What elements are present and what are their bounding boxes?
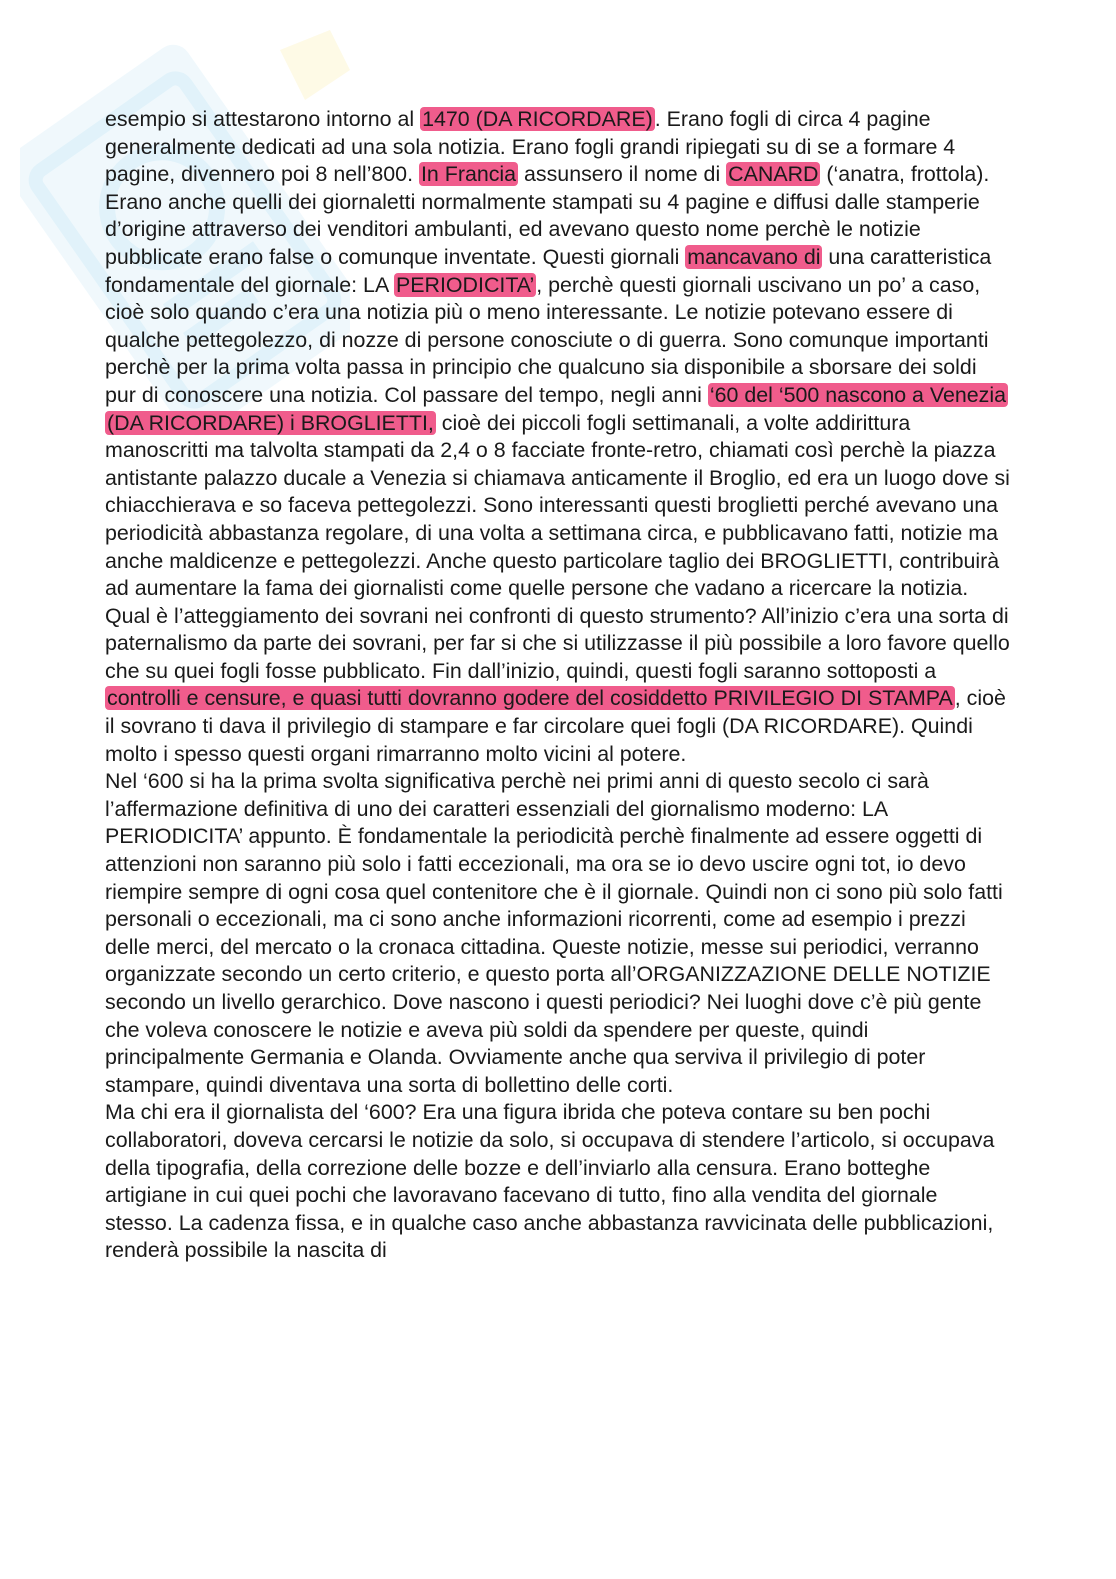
highlighted-text: controlli e censure, e quasi tutti dovranno godere del cosiddetto PRIVILEGIO DI STAMPA: [107, 686, 953, 711]
text-segment: assunsero il nome di: [518, 162, 727, 187]
text-segment: Nel ‘600 si ha la prima svolta significativa perchè nei primi anni di questo secolo ci sarà l’affermazione definitiva di uno dei caratteri essenziali del giornalismo moderno: LA PERIODICITA’ appunto. È fondamentale la periodicità perchè finalmente ad essere oggetti di attenzioni non saranno più solo i fatti eccezionali, ma ora se io devo uscire ogni tot, io devo riempire sempre di ogni cosa quel contenitore che è il giornale. Quindi non ci sono più solo fatti personali o eccezionali, ma ci sono anche informazioni ricorrenti, come ad esempio i prezzi delle merci, del mercato o la cronaca cittadina. Queste notizie, messe sui periodici, verranno organizzate secondo un certo criterio, e questo porta all’ORGANIZZAZIONE DELLE NOTIZIE secondo un livello gerarchico. Dove nascono i questi periodici? Nei luoghi dove c’è più gente che voleva conoscere le notizie e aveva più soldi da spendere per queste, quindi principalmente Germania e Olanda. Ovviamente anche qua serviva il privilegio di poter stampare, quindi diventava una sorta di bollettino delle corti.: [105, 769, 1003, 1097]
highlighted-text: CANARD: [728, 162, 819, 187]
text-segment: Ma chi era il giornalista del ‘600? Era una figura ibrida che poteva contare su ben pochi collaboratori, doveva cercarsi le notizie da solo, si occupava di stendere l’articolo, si occupava della tipografia, della correzione delle bozze e dell’inviarlo alla censura. Erano botteghe artigiane in cui quei pochi che lavoravano facevano di tutto, fino alla vendita del giornale stesso. La cadenza fissa, e in qualche caso anche abbastanza ravvicinata delle pubblicazioni, renderà possibile la nascita di: [105, 1100, 995, 1263]
text-segment: cioè dei piccoli fogli settimanali, a volte addirittura manoscritti ma talvolta stampati da 2,4 o 8 facciate fronte-retro, chiamati così perchè la piazza antistante palazzo ducale a Venezia si chiamava anticamente il Broglio, ed era un luogo dove si chiacchierava e so faceva pettegolezzi. Sono interessanti questi broglietti perché avevano una periodicità abbastanza regolare, di una volta a settimana circa, e pubblicavano fatti, notizie ma anche maldicenze e pettegolezzi. Anche questo particolare taglio dei BROGLIETTI, contribuirà ad aumentare la fama dei giornalisti come quelle persone che vadano a ricercare la notizia. Qual è l’atteggiamento dei sovrani nei confronti di questo strumento? All’inizio c’era una sorta di paternalismo da parte dei sovrani, per far si che si utilizzasse il più possibile a loro favore quello che su quei fogli fosse pubblicato. Fin dall’inizio, quindi, questi fogli saranno sottoposti a: [105, 410, 1010, 683]
highlighted-text: PERIODICITA’: [395, 272, 535, 297]
highlighted-text: mancavano di: [687, 244, 821, 269]
paragraph: [105, 768, 1010, 1099]
document-page: [105, 106, 1010, 1265]
text-segment: (‘anatra, frottola). Erano anche quelli dei giornaletti normalmente stampati su 4 pagine e diffusi dalle stamperie d’origine attraverso dei venditori ambulanti, ed avevano questo nome perchè le notizie pubblicate erano false o comunque inventate. Questi giornali: [105, 162, 990, 269]
highlighted-text: In Francia: [420, 162, 517, 187]
highlighted-text: 1470 (DA RICORDARE): [422, 107, 653, 131]
highlighted-text: ‘60 del ‘500 nascono a Venezia (DA RICORDARE) i BROGLIETTI,: [107, 382, 1007, 435]
text-segment: esempio si attestarono intorno al: [105, 107, 421, 131]
text-segment: una caratteristica fondamentale del giornale: LA: [105, 244, 992, 297]
text-segment: . Erano fogli di circa 4 pagine generalmente dedicati ad una sola notizia. Erano fogli grandi ripiegati su di se a formare 4 pagine, divennero poi 8 nell’800.: [105, 107, 956, 187]
text-segment: , perchè questi giornali uscivano un po’ a caso, cioè solo quando c’era una notizia più o meno interessante. Le notizie potevano essere di qualche pettegolezzo, di nozze di persone conosciute o di guerra. Sono comunque importanti perchè per la prima volta passa in principio che qualcuno sia disponibile a sborsare dei soldi pur di conoscere una notizia. Col passare del tempo, negli anni: [105, 272, 989, 407]
paragraph: [105, 106, 1010, 768]
text-segment: , cioè il sovrano ti dava il privilegio di stampare e far circolare quei fogli (DA RICORDARE). Quindi molto i spesso questi organi rimarranno molto vicini al potere.: [105, 686, 1006, 766]
paragraph: [105, 1099, 1010, 1265]
